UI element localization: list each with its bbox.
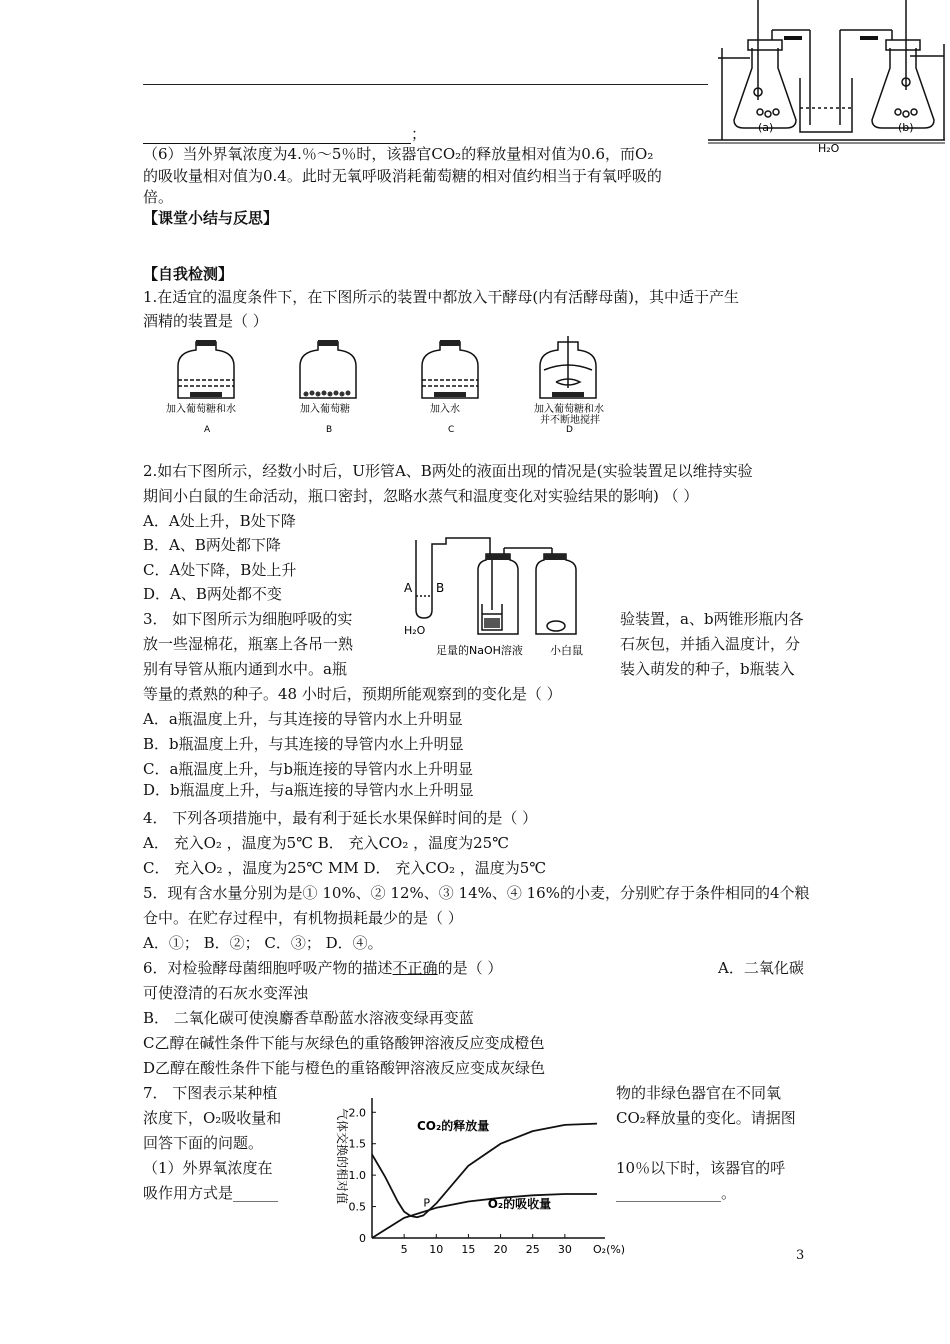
x-tick-label: 10: [429, 1243, 444, 1256]
q7-line4-left: （1）外界氧浓度在: [143, 1159, 273, 1177]
q2-option-b: B．A、B两处都下降: [143, 536, 281, 554]
y-tick-label: 0.5: [348, 1200, 366, 1214]
q1-label-b: 加入葡萄糖: [300, 404, 350, 415]
q3-option-a: A．a瓶温度上升，与其连接的导管内水上升明显: [143, 710, 463, 728]
q1-label-c: 加入水: [430, 404, 460, 415]
q1-bottles-figure: [160, 336, 640, 436]
q6b-line3: B． 二氧化碳可使溴麝香草酚蓝水溶液变绿再变蓝: [143, 1009, 474, 1027]
q2-fig-water: H₂O: [404, 624, 426, 637]
q6b-line1: 6．对检验酵母菌细胞呼吸产物的描述不正确的是（ ）: [143, 959, 503, 977]
q3-line3-right: 装入萌发的种子，b瓶装入: [620, 660, 795, 678]
q2-line1: 2.如右下图所示，经数小时后，U形管A、B两处的液面出现的情况是(实验装置足以维持实验: [143, 462, 753, 480]
x-tick-label: 25: [525, 1243, 540, 1256]
y-tick-label: 0: [359, 1232, 366, 1245]
x-axis-label: O₂(%): [593, 1243, 626, 1256]
q1-letter-c: C: [448, 425, 455, 435]
q3-line1-left: 3． 如下图所示为细胞呼吸的实: [143, 610, 353, 628]
q7-line1-left: 7． 下图表示某种植: [143, 1084, 278, 1102]
q6-line3: 倍。: [143, 188, 174, 206]
q7-gas-exchange-chart: [320, 1092, 626, 1258]
q1-letter-d: D: [566, 425, 573, 435]
label-b: (b): [898, 121, 914, 134]
q2-apparatus-figure: [400, 530, 600, 662]
q4-line2: A． 充入O₂ ，温度为5℃ B． 充入CO₂ ，温度为25℃: [143, 834, 509, 852]
q3-line3-left: 别有导管从瓶内通到水中。a瓶: [143, 660, 347, 678]
q5-line1: 5．现有含水量分别为是① 10%、② 12%、③ 14%、④ 16%的小麦，分别贮存于条件相同的4个粮: [143, 884, 810, 902]
q4-line1: 4． 下列各项措施中，最有利于延长水果保鲜时间的是（ ）: [143, 809, 538, 827]
point-label-p: P: [423, 1196, 431, 1210]
x-tick-label: 5: [400, 1243, 408, 1256]
series-label-o2: O₂的吸收量: [487, 1196, 552, 1211]
series-label-co2: CO₂的释放量: [417, 1118, 490, 1133]
series-line-o2: [372, 1194, 597, 1238]
top-apparatus-figure: [700, 0, 950, 156]
q7-line5-right: ______________。: [616, 1184, 737, 1202]
q6b-line2: 可使澄清的石灰水变浑浊: [143, 984, 309, 1002]
q2-fig-b: B: [436, 581, 445, 595]
x-tick-label: 20: [493, 1243, 508, 1256]
q7-line1-right: 物的非绿色器官在不同氧: [616, 1084, 782, 1102]
q1-label-a: 加入葡萄糖和水: [166, 404, 236, 415]
q7-line2-left: 浓度下，O₂吸收量和: [143, 1109, 282, 1127]
q5-line2: 仓中。在贮存过程中，有机物损耗最少的是（ ）: [143, 909, 463, 927]
q3-option-b: B．b瓶温度上升，与其连接的导管内水上升明显: [143, 735, 464, 753]
q2-option-a: A．A处上升，B处下降: [143, 512, 296, 530]
q7-line2-right: CO₂释放量的变化。请据图: [616, 1109, 796, 1127]
q2-fig-mouse: 小白鼠: [550, 644, 583, 657]
q1-label-d: 加入葡萄糖和水: [534, 404, 604, 415]
q2-fig-naoh: 足量的NaOH溶液: [436, 644, 523, 657]
q2-option-c: C．A处下降，B处上升: [143, 561, 297, 579]
section-summary-heading: 【课堂小结与反思】: [143, 209, 279, 227]
y-tick-label: 1.5: [348, 1137, 366, 1151]
q1-line1: 1.在适宜的温度条件下，在下图所示的装置中都放入干酵母(内有活酵母菌)，其中适于产生: [143, 288, 740, 306]
q2-fig-a: A: [404, 581, 413, 595]
q6b-underlined: 不正确: [392, 959, 438, 977]
q3-line2-left: 放一些湿棉花，瓶塞上各吊一熟: [143, 635, 354, 653]
q6b-line4: C乙醇在碱性条件下能与灰绿色的重铬酸钾溶液反应变成橙色: [143, 1034, 545, 1052]
y-axis-label: 气体交换的相对值: [335, 1108, 349, 1205]
label-a: (a): [758, 121, 774, 134]
q2-option-d: D．A、B两处都不变: [143, 585, 282, 603]
y-tick-label: 2.0: [348, 1106, 366, 1120]
q3-option-d: D．b瓶温度上升，与a瓶连接的导管内水上升明显: [143, 781, 474, 799]
q6-blank-line: ；: [143, 124, 426, 144]
q6b-line5: D乙醇在酸性条件下能与橙色的重铬酸钾溶液反应变成灰绿色: [143, 1059, 546, 1077]
q3-option-c: C．a瓶温度上升，与b瓶连接的导管内水上升明显: [143, 760, 474, 778]
q6b-line1-right: A．二氧化碳: [718, 959, 804, 977]
series-line-co2: [372, 1124, 597, 1218]
label-water: H₂O: [818, 142, 840, 155]
q2-line2: 期间小白鼠的生命活动，瓶口密封，忽略水蒸气和温度变化对实验结果的影响) （ ）: [143, 487, 699, 505]
q3-line2-right: 石灰包，并插入温度计，分: [620, 635, 801, 653]
q6-line1: （6）当外界氧浓度为4.％～5％时，该器官CO₂的释放量相对值为0.6，而O₂: [143, 145, 654, 163]
q3-line4: 等量的煮熟的种子。48 小时后，预期所能观察到的变化是（ ）: [143, 685, 562, 703]
q7-line5-left: 吸作用方式是______: [143, 1184, 279, 1202]
q5-line3: A．①； B．②； C．③； D．④。: [143, 934, 383, 952]
q6-line2: 的吸收量相对值为0.4。此时无氧呼吸消耗葡萄糖的相对值约相当于有氧呼吸的: [143, 167, 662, 185]
x-tick-label: 15: [461, 1243, 476, 1256]
q1-letter-a: A: [204, 425, 211, 435]
section-test-heading: 【自我检测】: [143, 265, 234, 283]
q4-line3: C． 充入O₂ ，温度为25℃ MM D． 充入CO₂ ，温度为5℃: [143, 859, 547, 877]
y-tick-label: 1.0: [348, 1169, 366, 1183]
q1-label-d2: 并不断地搅拌: [540, 415, 600, 426]
q7-line3-left: 回答下面的问题。: [143, 1134, 264, 1152]
page-number: 3: [796, 1248, 805, 1263]
header-rule: [143, 84, 708, 85]
q1-line2: 酒精的装置是（ ）: [143, 312, 268, 330]
q3-line1-right: 验装置，a、b两锥形瓶内各: [620, 610, 804, 628]
q1-letter-b: B: [326, 425, 333, 435]
x-tick-label: 30: [557, 1243, 572, 1256]
q7-line4-right: 10％以下时，该器官的呼: [616, 1159, 786, 1177]
